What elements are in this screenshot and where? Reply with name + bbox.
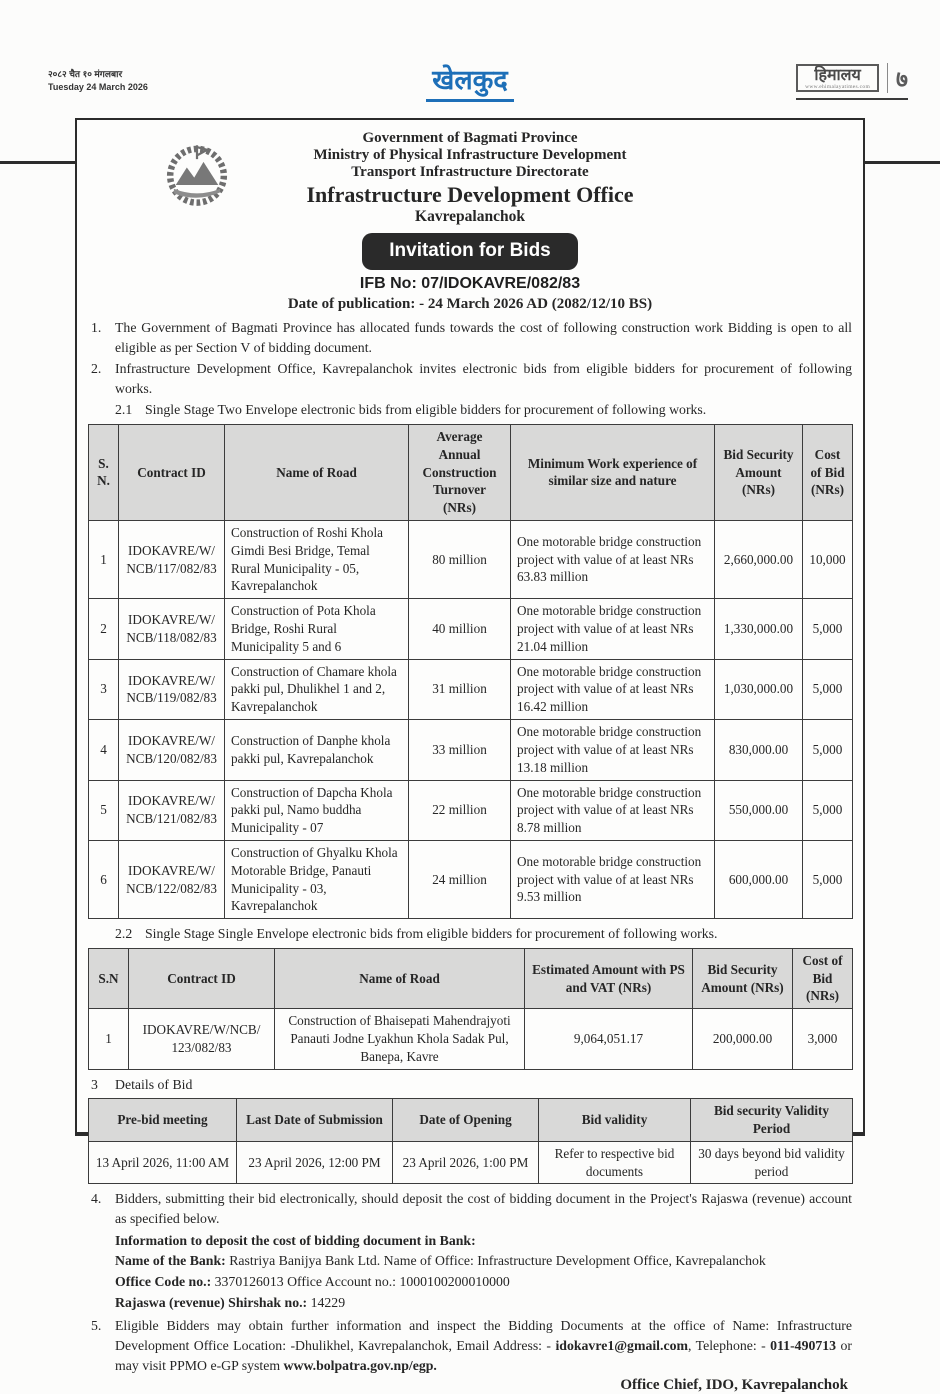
cell-security: 550,000.00 bbox=[715, 780, 803, 840]
header-estimated-amount: Estimated Amount with PS and VAT (NRs) bbox=[525, 948, 693, 1008]
cell-experience: One motorable bridge construction project with value of at least NRs 16.42 million bbox=[511, 659, 715, 719]
table-row bbox=[89, 1009, 853, 1069]
cell-contract-id: IDOKAVRE/W/ NCB/122/082/83 bbox=[119, 840, 225, 918]
cell-sn: 1 bbox=[89, 520, 119, 598]
cell-experience: One motorable bridge construction project with value of at least NRs 8.78 million bbox=[511, 780, 715, 840]
cell-sn: 5 bbox=[89, 780, 119, 840]
cell-road: Construction of Bhaisepati Mahendrajyoti Panauti Jodne Lyakhun Khola Sadak Pul, Banepa, Kavre bbox=[275, 1009, 525, 1069]
rajaswa-line bbox=[115, 1293, 852, 1314]
cell-contract-id: IDOKAVRE/W/NCB/ 123/082/83 bbox=[129, 1009, 275, 1069]
table-row bbox=[89, 720, 853, 780]
table-row bbox=[89, 520, 853, 598]
cell-bid-validity: Refer to respective bid documents bbox=[539, 1141, 691, 1184]
cell-road: Construction of Dapcha Khola pakki pul, Namo buddha Municipality - 07 bbox=[225, 780, 409, 840]
clause-2-2 bbox=[112, 924, 852, 944]
org-line-ministry: Ministry of Physical Infrastructure Development bbox=[313, 147, 627, 163]
bank-deposit-info bbox=[115, 1231, 852, 1314]
office-code-line bbox=[115, 1272, 852, 1293]
invitation-for-bids-notice bbox=[75, 118, 865, 1394]
cell-security-validity: 30 days beyond bid validity period bbox=[691, 1141, 853, 1184]
clause-3-text: Details of Bid bbox=[115, 1076, 193, 1092]
banner-wrap bbox=[88, 233, 852, 270]
table-header-row bbox=[89, 424, 853, 520]
cell-experience: One motorable bridge construction project with value of at least NRs 21.04 million bbox=[511, 599, 715, 659]
cell-cost: 10,000 bbox=[803, 520, 853, 598]
header-prebid-meeting: Pre-bid meeting bbox=[89, 1099, 237, 1142]
header-last-submission: Last Date of Submission bbox=[237, 1099, 393, 1142]
egp-url: www.bolpatra.gov.np/egp. bbox=[283, 1357, 437, 1373]
masthead-date-english: Tuesday 24 March 2026 bbox=[48, 82, 148, 93]
header-contract-id: Contract ID bbox=[119, 424, 225, 520]
clause-3-number: 3 bbox=[91, 1076, 98, 1092]
table-header-row bbox=[89, 1099, 853, 1142]
rajaswa-value: 14229 bbox=[307, 1294, 346, 1310]
cell-sn: 6 bbox=[89, 840, 119, 918]
cell-cost: 5,000 bbox=[803, 599, 853, 659]
header-road: Name of Road bbox=[275, 948, 525, 1008]
clause-5-number: 5. bbox=[91, 1318, 102, 1334]
cell-security: 1,330,000.00 bbox=[715, 599, 803, 659]
clause-2-text: Infrastructure Development Office, Kavrepalanchok invites electronic bids from eligible bidders for procurement of following works. bbox=[115, 361, 852, 396]
cell-sn: 2 bbox=[89, 599, 119, 659]
header-experience: Minimum Work experience of similar size and nature bbox=[511, 424, 715, 520]
bank-name-value: Rastriya Banijya Bank Ltd. Name of Office: Infrastructure Development Office, Kavrepalanchok bbox=[225, 1253, 766, 1269]
clause-5-part2: , Telephone: - bbox=[687, 1337, 771, 1353]
cell-security: 1,030,000.00 bbox=[715, 659, 803, 719]
cell-turnover: 24 million bbox=[409, 840, 511, 918]
cell-last-submission: 23 April 2026, 12:00 PM bbox=[237, 1141, 393, 1184]
cell-estimated-amount: 9,064,051.17 bbox=[525, 1009, 693, 1069]
table-row bbox=[89, 1141, 853, 1184]
header-sn: S. N. bbox=[89, 424, 119, 520]
notice-header bbox=[88, 130, 852, 226]
contact-phone: 011-490713 bbox=[770, 1337, 837, 1353]
cell-experience: One motorable bridge construction project with value of at least NRs 9.53 million bbox=[511, 840, 715, 918]
newspaper-masthead bbox=[0, 58, 940, 103]
header-cost: Cost of Bid (NRs) bbox=[793, 948, 853, 1008]
cell-contract-id: IDOKAVRE/W/ NCB/117/082/83 bbox=[119, 520, 225, 598]
bank-info-heading bbox=[115, 1231, 852, 1252]
header-security-validity: Bid security Validity Period bbox=[691, 1099, 853, 1142]
cell-cost: 5,000 bbox=[803, 659, 853, 719]
two-envelope-bids-table bbox=[88, 424, 853, 919]
office-district: Kavrepalanchok bbox=[415, 208, 525, 225]
cell-road: Construction of Danphe khola pakki pul, Kavrepalanchok bbox=[225, 720, 409, 780]
invitation-banner: Invitation for Bids bbox=[362, 233, 578, 270]
cell-sn: 1 bbox=[89, 1009, 129, 1069]
header-turnover: Average Annual Construction Turnover (NRs) bbox=[409, 424, 511, 520]
header-security: Bid Security Amount (NRs) bbox=[693, 948, 793, 1008]
cell-security: 830,000.00 bbox=[715, 720, 803, 780]
clause-1-text: The Government of Bagmati Province has allocated funds towards the cost of following construction work Bidding is open to all eligible as per Section V of bidding document. bbox=[115, 320, 852, 355]
cell-cost: 5,000 bbox=[803, 840, 853, 918]
contact-email: idokavre1@gmail.com bbox=[555, 1337, 688, 1353]
clause-2-1-number: 2.1 bbox=[115, 402, 133, 418]
cell-sn: 3 bbox=[89, 659, 119, 719]
newspaper-brand bbox=[796, 62, 908, 100]
cell-contract-id: IDOKAVRE/W/ NCB/118/082/83 bbox=[119, 599, 225, 659]
cell-road: Construction of Chamare khola pakki pul, Dhulikhel 1 and 2, Kavrepalanchok bbox=[225, 659, 409, 719]
office-code-label: Office Code no.: bbox=[115, 1274, 212, 1290]
clause-4-text: Bidders, submitting their bid electronically, should deposit the cost of bidding document in the Project's Rajaswa (revenue) account as specified below. bbox=[115, 1191, 852, 1227]
clause-5 bbox=[88, 1316, 852, 1375]
cell-contract-id: IDOKAVRE/W/ NCB/121/082/83 bbox=[119, 780, 225, 840]
bank-info-heading-text: Information to deposit the cost of bidding document in Bank: bbox=[115, 1232, 476, 1248]
government-emblem-logo bbox=[160, 136, 234, 210]
publication-date: Date of publication: - 24 March 2026 AD (2082/12/10 BS) bbox=[287, 296, 653, 312]
rajaswa-label: Rajaswa (revenue) Shirshak no.: bbox=[115, 1294, 308, 1310]
header-date-of-opening: Date of Opening bbox=[393, 1099, 539, 1142]
cell-cost: 5,000 bbox=[803, 720, 853, 780]
section-title: खेलकुद bbox=[426, 60, 513, 102]
cell-road: Construction of Ghyalku Khola Motorable Bridge, Panauti Municipality - 03, Kavrepalanchok bbox=[225, 840, 409, 918]
clause-2-1 bbox=[112, 400, 852, 420]
cell-turnover: 22 million bbox=[409, 780, 511, 840]
cell-road: Construction of Roshi Khola Gimdi Besi Bridge, Temal Rural Municipality - 05, Kavrepalanchok bbox=[225, 520, 409, 598]
bank-name-line bbox=[115, 1251, 852, 1272]
table-row bbox=[89, 599, 853, 659]
header-road: Name of Road bbox=[225, 424, 409, 520]
brand-url: www.ehimalayatimes.com bbox=[805, 84, 871, 91]
bid-details-table bbox=[88, 1098, 853, 1184]
cell-sn: 4 bbox=[89, 720, 119, 780]
office-code-value: 3370126013 Office Account no.: 1000100200010000 bbox=[211, 1274, 510, 1290]
clause-2-1-text: Single Stage Two Envelope electronic bids from eligible bidders for procurement of following works. bbox=[145, 402, 707, 418]
cell-road: Construction of Pota Khola Bridge, Roshi Rural Municipality 5 and 6 bbox=[225, 599, 409, 659]
header-contract-id: Contract ID bbox=[129, 948, 275, 1008]
header-bid-validity: Bid validity bbox=[539, 1099, 691, 1142]
clause-5-part3: or may visit PPMO e-GP system bbox=[115, 1337, 852, 1373]
clause-4 bbox=[88, 1189, 852, 1228]
signoff: Office Chief, IDO, Kavrepalanchok bbox=[620, 1377, 848, 1394]
table-row bbox=[89, 659, 853, 719]
org-line-directorate: Transport Infrastructure Directorate bbox=[351, 164, 589, 180]
cell-contract-id: IDOKAVRE/W/ NCB/119/082/83 bbox=[119, 659, 225, 719]
clause-2-2-text: Single Stage Single Envelope electronic bids from eligible bidders for procurement of following works. bbox=[145, 926, 718, 942]
header-security: Bid Security Amount (NRs) bbox=[715, 424, 803, 520]
cell-turnover: 80 million bbox=[409, 520, 511, 598]
clause-2-2-number: 2.2 bbox=[115, 926, 133, 942]
clause-4-number: 4. bbox=[91, 1191, 102, 1207]
brand-logo-box bbox=[796, 64, 879, 93]
cell-cost: 5,000 bbox=[803, 780, 853, 840]
header-cost: Cost of Bid (NRs) bbox=[803, 424, 853, 520]
cell-security: 200,000.00 bbox=[693, 1009, 793, 1069]
cell-cost: 3,000 bbox=[793, 1009, 853, 1069]
page-number: ७ bbox=[896, 67, 908, 92]
masthead-date-nepali: २०८२ चैत १० मंगलबार bbox=[48, 69, 123, 79]
cell-turnover: 31 million bbox=[409, 659, 511, 719]
cell-contract-id: IDOKAVRE/W/ NCB/120/082/83 bbox=[119, 720, 225, 780]
office-name: Infrastructure Development Office bbox=[306, 182, 634, 207]
table-header-row bbox=[89, 948, 853, 1008]
bank-name-label: Name of the Bank: bbox=[115, 1253, 226, 1269]
org-line-province: Government of Bagmati Province bbox=[362, 130, 578, 146]
brand-divider bbox=[887, 63, 888, 93]
cell-turnover: 33 million bbox=[409, 720, 511, 780]
cell-turnover: 40 million bbox=[409, 599, 511, 659]
clause-1-number: 1. bbox=[91, 320, 102, 335]
cell-date-of-opening: 23 April 2026, 1:00 PM bbox=[393, 1141, 539, 1184]
clause-5-part1: Eligible Bidders may obtain further information and inspect the Bidding Documents at the office of Name: Infrastructure Development Office Location: -Dhulikhel, Kavrepalanchok, Email Address: - bbox=[115, 1318, 852, 1353]
clause-1 bbox=[88, 318, 852, 357]
cell-experience: One motorable bridge construction project with value of at least NRs 63.83 million bbox=[511, 520, 715, 598]
single-envelope-bids-table bbox=[88, 948, 853, 1070]
table-row bbox=[89, 840, 853, 918]
header-sn: S.N bbox=[89, 948, 129, 1008]
cell-experience: One motorable bridge construction project with value of at least NRs 13.18 million bbox=[511, 720, 715, 780]
clause-2 bbox=[88, 359, 852, 398]
brand-name: हिमालय bbox=[814, 66, 861, 84]
cell-security: 600,000.00 bbox=[715, 840, 803, 918]
cell-security: 2,660,000.00 bbox=[715, 520, 803, 598]
clause-5-text bbox=[115, 1316, 852, 1375]
cell-prebid-meeting: 13 April 2026, 11:00 AM bbox=[89, 1141, 237, 1184]
table-row bbox=[89, 780, 853, 840]
ifb-number: IFB No: 07/IDOKAVRE/082/83 bbox=[359, 275, 581, 292]
clause-3 bbox=[88, 1075, 852, 1095]
clause-2-number: 2. bbox=[91, 361, 102, 377]
